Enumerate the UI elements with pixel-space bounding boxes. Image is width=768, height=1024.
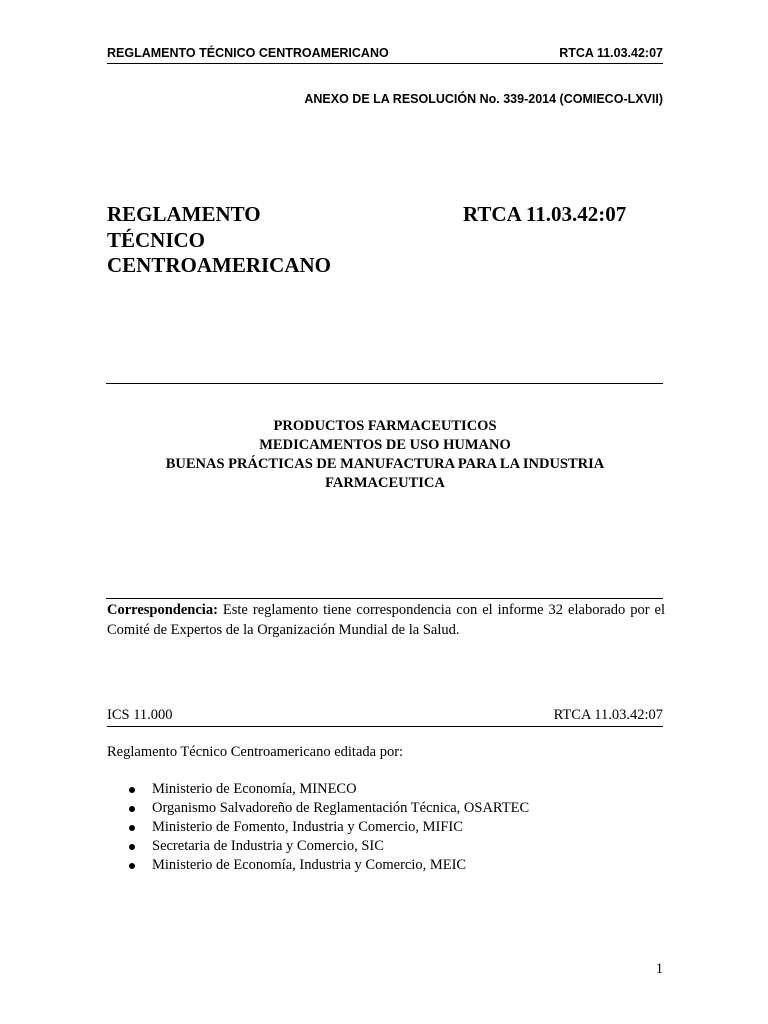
document-code: RTCA 11.03.42:07 [463,202,627,226]
ics-code: ICS 11.000 [107,707,173,723]
list-item [107,780,529,799]
bullet-icon [129,863,135,869]
organization-name: Secretaria de Industria y Comercio, SIC [152,838,384,854]
list-item [107,818,529,837]
bullet-icon [129,806,135,812]
edited-by-text: Reglamento Técnico Centroamericano editada por: [107,744,404,760]
rtca-code: RTCA 11.03.42:07 [553,707,663,723]
subject-line: BUENAS PRÁCTICAS DE MANUFACTURA PARA LA INDUSTRIA [165,456,605,472]
organization-name: Organismo Salvadoreño de Reglamentación Técnica, OSARTEC [152,800,530,816]
document-title [107,202,331,279]
correspondence-label: Correspondencia: [107,602,218,618]
list-item [107,837,529,856]
annex-resolution: ANEXO DE LA RESOLUCIÓN No. 339-2014 (COMIECO-LXVII) [304,92,663,106]
document-title-line: REGLAMENTO [107,202,261,226]
correspondence-paragraph [107,600,665,640]
organization-name: Ministerio de Fomento, Industria y Comercio, MIFIC [152,819,463,835]
document-title-line: TÉCNICO [107,227,206,252]
page-number: 1 [655,961,663,977]
list-item [107,856,529,875]
subject-heading [107,417,663,493]
running-header [107,43,663,64]
organization-name: Ministerio de Economía, Industria y Comercio, MEIC [152,857,467,873]
organization-name: Ministerio de Economía, MINECO [152,781,357,797]
list-item [107,799,529,818]
document-title-line: CENTROAMERICANO [107,253,332,277]
bullet-icon [129,825,135,831]
correspondence-divider [106,598,663,599]
bullet-icon [129,844,135,850]
running-header-title: REGLAMENTO TÉCNICO CENTROAMERICANO [107,46,389,60]
title-divider [106,383,663,384]
running-header-code: RTCA 11.03.42:07 [559,46,663,60]
classification-row [107,706,663,727]
subject-line: FARMACEUTICA [325,475,445,491]
subject-line: PRODUCTOS FARMACEUTICOS [273,418,497,434]
organization-list [107,780,529,875]
subject-line: MEDICAMENTOS DE USO HUMANO [259,437,511,453]
correspondence-text: Este reglamento tiene correspondencia con el informe 32 elaborado por el Comité de Expertos de la Organización Mundial de la Salud. [107,602,665,638]
bullet-icon [129,787,135,793]
